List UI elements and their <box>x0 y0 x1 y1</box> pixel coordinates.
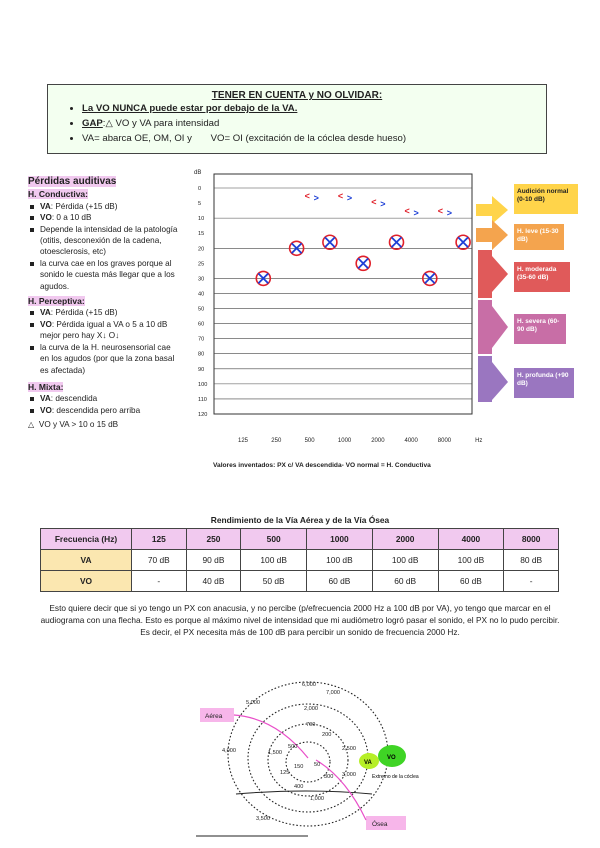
performance-table <box>40 528 559 592</box>
table-cell: 60 dB <box>438 571 504 592</box>
item-label: VA <box>40 308 51 318</box>
row-label: VO <box>41 571 132 592</box>
table-header: 4000 <box>438 529 504 550</box>
item-text: la curva cae en los graves porque al sonido le cuesta más llegar que a los agudos. <box>40 258 175 291</box>
vo-left-mark: > <box>346 193 353 204</box>
row-label: VA <box>41 550 132 571</box>
arrow-normal-icon <box>476 196 508 224</box>
freq-label: 5,000 <box>246 700 260 706</box>
list-item <box>28 319 180 342</box>
freq-label: 2,000 <box>304 706 318 712</box>
y-tick-label: 120 <box>198 412 208 418</box>
table-header: 125 <box>132 529 187 550</box>
freq-label: 300 <box>324 774 334 780</box>
x-tick-label: 500 <box>304 438 315 444</box>
item-text: : descendida <box>50 394 98 404</box>
audiogram-grid <box>214 174 472 414</box>
table-cell: - <box>132 571 187 592</box>
freq-label: 125 <box>280 770 290 776</box>
mixta-list <box>28 393 180 416</box>
legend-moderada: H. moderada (35-60 dB) <box>514 262 570 292</box>
list-item <box>28 307 180 318</box>
perceptiva-heading: H. Perceptiva: <box>28 296 85 307</box>
vo-right-mark: < <box>437 206 444 217</box>
y-tick-label: 10 <box>198 216 205 223</box>
vo-left-mark: > <box>446 208 453 219</box>
notice-va-text: VA= abarca OE, OM, OI y <box>82 133 192 144</box>
vo-right-mark: < <box>404 206 410 217</box>
notice-vo-text: VO= OI (excitación de la cóclea desde hueso) <box>210 133 407 144</box>
section-title: Pérdidas auditivas <box>28 176 117 187</box>
table-cell: 40 dB <box>186 571 241 592</box>
table-cell: 70 dB <box>132 550 187 571</box>
table-header-row <box>41 529 559 550</box>
freq-label: 400 <box>294 784 304 790</box>
table-header: 1000 <box>307 529 373 550</box>
item-text: : descendida pero arriba <box>51 405 141 415</box>
conductiva-heading: H. Conductiva: <box>28 189 88 200</box>
legend-arrows <box>474 182 514 402</box>
cochlea-base-line <box>236 791 372 794</box>
item-text: : Pérdida (+15 dB) <box>50 201 118 211</box>
freq-label: 1,000 <box>310 796 324 802</box>
y-tick-label: 90 <box>198 366 205 373</box>
table-row <box>41 571 559 592</box>
y-tick-label: 25 <box>198 261 205 268</box>
table-cell: 90 dB <box>186 550 241 571</box>
item-label: VO <box>40 213 52 223</box>
table-cell: - <box>504 571 559 592</box>
x-tick-label: Hz <box>475 438 483 444</box>
list-item <box>28 405 180 416</box>
mixta-note-text: VO y VA > 10 o 15 dB <box>38 420 119 430</box>
item-label: VO <box>40 319 52 329</box>
audiogram-caption: Valores inventados: PX c/ VA descendida- VO normal = H. Conductiva <box>213 462 431 469</box>
x-tick-label: 125 <box>238 438 249 444</box>
notice-item <box>82 116 406 131</box>
legend-profunda: H. profunda (+90 dB) <box>514 368 574 398</box>
vo-left-mark: > <box>313 193 319 204</box>
mixta-note <box>28 419 180 430</box>
arrow-moderada-icon <box>478 250 508 298</box>
legend-severa: H. severa (60-90 dB) <box>514 314 566 344</box>
x-tick-label: 2000 <box>371 438 385 444</box>
va-mark <box>356 256 370 270</box>
notice-bullet-1: La VO NUNCA puede estar por debajo de la VA. <box>82 103 298 114</box>
arrow-severa-icon <box>478 300 508 354</box>
arrow-profunda-icon <box>478 356 508 402</box>
legend-normal: Audición normal (0-10 dB) <box>514 184 578 214</box>
y-tick-label: 50 <box>198 306 205 313</box>
arrow-leve-icon <box>476 220 508 250</box>
hearing-loss-column <box>28 176 180 431</box>
notice-item <box>82 101 406 116</box>
y-tick-label: 40 <box>198 291 205 298</box>
table-cell: 50 dB <box>241 571 307 592</box>
list-item <box>28 212 180 223</box>
freq-label: 7,000 <box>326 690 340 696</box>
x-tick-label: 1000 <box>337 438 352 444</box>
table-header: 8000 <box>504 529 559 550</box>
db-axis-label: dB <box>194 170 202 176</box>
va-mark <box>390 235 404 249</box>
table-header: 250 <box>186 529 241 550</box>
list-item <box>28 201 180 212</box>
triangle-icon: △ <box>28 420 35 430</box>
osea-label: Ósea <box>372 821 388 828</box>
va-mark <box>456 235 470 249</box>
audiogram-va-marks <box>256 235 470 285</box>
y-tick-label: 70 <box>198 336 205 343</box>
table-cell: 60 dB <box>307 571 373 592</box>
freq-label: 3,000 <box>342 772 356 778</box>
y-tick-label: 15 <box>198 231 205 238</box>
table-header: 500 <box>241 529 307 550</box>
table-header: Frecuencia (Hz) <box>41 529 132 550</box>
va-mark <box>323 235 337 249</box>
item-text: : Pérdida (+15 dB) <box>50 308 118 318</box>
freq-label: 150 <box>294 764 304 770</box>
freq-label: 200 <box>322 732 332 738</box>
freq-label: 700 <box>306 722 316 728</box>
table-cell: 60 dB <box>372 571 438 592</box>
aerea-label: Aérea <box>205 713 223 720</box>
table-cell: 100 dB <box>438 550 504 571</box>
freq-label: 3,500 <box>256 816 270 822</box>
conductiva-list <box>28 201 180 292</box>
y-tick-label: 60 <box>198 321 205 328</box>
item-label: VO <box>40 405 52 415</box>
freq-label: 4,000 <box>222 748 236 754</box>
vo-left-mark: > <box>380 199 386 210</box>
table-header: 2000 <box>372 529 438 550</box>
x-tick-label: 250 <box>271 438 282 444</box>
y-tick-label: 0 <box>198 186 202 192</box>
freq-label: 6,000 <box>302 682 316 688</box>
item-label: VA <box>40 394 51 404</box>
notice-title: TENER EN CUENTA y NO OLVIDAR: <box>211 90 383 101</box>
vo-right-mark: < <box>337 191 344 202</box>
explanation-paragraph: Esto quiere decir que si yo tengo un PX con anacusia, y no percibe (p/efrecuencia 2000 Hz a 100 dB por VA), yo tengo que marcar en el audiograma con una flecha. Esto es porque al máximo nivel de intensidad que mi audiómetro logró pasar el sonido, el PX no lo pudo percibir. Es decir, el PX necesita más de 100 dB para percibir un sonido de frecuencia 2000 Hz. <box>40 603 560 637</box>
audiogram-chart <box>186 164 506 454</box>
table-cell: 80 dB <box>504 550 559 571</box>
freq-label: 1,500 <box>268 750 282 756</box>
y-tick-label: 100 <box>198 381 208 388</box>
table-cell: 100 dB <box>241 550 307 571</box>
vo-diagram-label: VO <box>387 755 396 761</box>
item-text: la curva de la H. neurosensorial cae en los agudos (por que la zona basal es afectada) <box>40 342 175 375</box>
va-diagram-label: VA <box>364 760 372 766</box>
freq-label: 2,500 <box>342 746 356 752</box>
table-row <box>41 550 559 571</box>
table-title: Rendimiento de la Vía Aérea y de la Vía Ósea <box>210 515 390 525</box>
y-tick-label: 80 <box>198 351 205 358</box>
notice-item <box>82 131 406 146</box>
legend-leve: H. leve (15-30 dB) <box>514 224 564 250</box>
notice-box <box>47 84 547 154</box>
vo-left-mark: > <box>413 208 419 219</box>
freq-label: 50 <box>314 762 321 768</box>
item-label: VA <box>40 201 51 211</box>
table-cell: 100 dB <box>307 550 373 571</box>
perceptiva-list <box>28 307 180 375</box>
freq-label: 500 <box>288 744 298 750</box>
notice-list <box>68 101 406 146</box>
notice-gap-label: GAP <box>82 118 103 129</box>
table-cell: 100 dB <box>372 550 438 571</box>
item-text: : Pérdida igual a VA o 5 a 10 dB mejor pero hay X↓ O↓ <box>40 319 168 341</box>
y-tick-label: 30 <box>198 276 205 283</box>
y-tick-label: 5 <box>198 201 202 208</box>
list-item <box>28 342 180 376</box>
mixta-heading: H. Mixta: <box>28 381 64 392</box>
x-tick-label: 8000 <box>437 438 452 444</box>
vo-right-mark: < <box>304 191 310 202</box>
list-item <box>28 224 180 258</box>
x-tick-label: 4000 <box>404 438 418 444</box>
y-tick-label: 20 <box>198 246 205 253</box>
item-text: Depende la intensidad de la patología (otitis, desconexión de la cadena, otoesclerosis, etc) <box>40 224 178 257</box>
cochlea-diagram <box>196 668 426 840</box>
item-text: : 0 a 10 dB <box>51 213 92 223</box>
audiogram-x-ticks <box>238 438 482 444</box>
audiogram-vo-marks <box>305 191 452 218</box>
y-tick-label: 110 <box>198 396 207 403</box>
spiral-ring <box>268 724 348 796</box>
audiogram-y-ticks <box>194 170 207 418</box>
vo-right-mark: < <box>371 197 377 208</box>
extremo-label: Extremo de la cóclea <box>372 774 419 780</box>
list-item <box>28 258 180 292</box>
audiogram-frame <box>214 174 472 414</box>
list-item <box>28 393 180 404</box>
notice-gap-text: :△ VO y VA para intensidad <box>102 118 220 129</box>
